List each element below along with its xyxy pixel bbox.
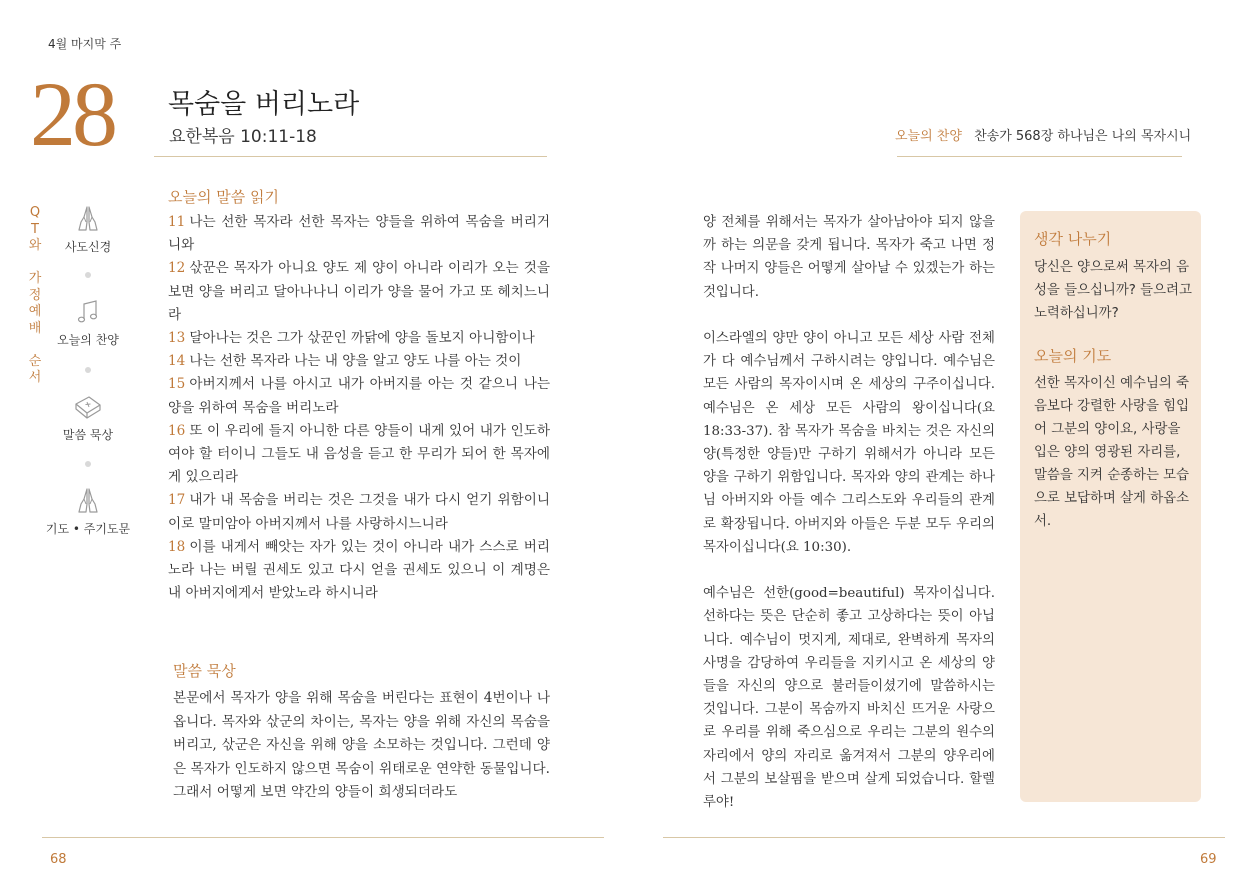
verse: 11 나는 선한 목자라 선한 목자는 양들을 위하여 목숨을 버리거니와 bbox=[168, 214, 550, 254]
verse: 12 삯꾼은 목자가 아니요 양도 제 양이 아니라 이리가 오는 것을 보면 양을 버리고 달아나나니 이리가 양을 물어 가고 또 헤치느니라 bbox=[168, 260, 550, 323]
verse: 18 이를 내게서 빼앗는 자가 있는 것이 아니라 내가 스스로 버리노라 나는 버릴 권세도 있고 다시 얻을 권세도 있으니 이 계명은 내 아버지에게서 받았노라 하시니라 bbox=[168, 538, 550, 602]
order-dot bbox=[85, 461, 91, 467]
reading-heading: 오늘의 말씀 읽기 bbox=[168, 188, 279, 206]
week-label: 4월 마지막 주 bbox=[48, 37, 122, 51]
scripture-reading bbox=[168, 211, 550, 605]
title-divider bbox=[154, 156, 547, 157]
meditation-text: 본문에서 목자가 양을 위해 목숨을 버린다는 표현이 4번이나 나옵니다. 목자와 삯군의 차이는, 목자는 양을 위해 자신의 목숨을 버리고, 삯군은 자신을 위해 양을 소모하는 것입니다. 그런데 양은 목자가 인도하지 않으면 목숨이 위태로운 연약한 동물입니다. 그래서 어떻게 보면 약간의 양들이 희생되더라도 bbox=[173, 690, 550, 800]
qt-worship-order-label: Q T 와 가 정 예 배 순 서 bbox=[28, 205, 42, 385]
prayer-text: 선한 목자이신 예수님의 죽음보다 강렬한 사랑을 힘입어 그분의 양이요, 사랑을 입은 양의 영광된 자리를, 말씀을 지켜 순종하는 모습으로 보답하며 살게 하옵소서. bbox=[1034, 376, 1190, 529]
order-item-todays-hymn bbox=[38, 297, 138, 348]
verse: 15 아버지께서 나를 아시고 내가 아버지를 아는 것 같으니 나는 양을 위하여 목숨을 버리노라 bbox=[168, 376, 550, 416]
reflection-sidebar bbox=[1020, 211, 1201, 802]
share-text: 당신은 양으로써 목자의 음성을 들으십니까? 들으려고 노력하십니까? bbox=[1034, 260, 1192, 321]
order-dot bbox=[85, 272, 91, 278]
share-heading: 생각 나누기 bbox=[1034, 230, 1112, 248]
hymn-divider bbox=[897, 156, 1182, 157]
commentary-paragraph: 이스라엘의 양만 양이 아니고 모든 세상 사람 전체가 다 예수님께서 구하시려는 양입니다. 예수님은 모든 사람의 목자이시며 온 세상의 구주이십니다. 예수님은 온 세상 모든 사람의 왕이십니다(요 18:33-37). 참 목자가 목숨을 바치는 것은 자신의 양(특정한 양들)만 구하기 위해서가 아니라 모든 양을 구하기 위함입니다. 목자와 양의 관계는 하나님 아버지와 아들 예수 그리스도와 우리들의 관계로 확장됩니다. 아버지와 아들은 두분 모두 우리의 목자이십니다(요 10:30). bbox=[703, 331, 995, 555]
page-title: 목숨을 버리노라 bbox=[168, 89, 360, 120]
order-item-apostles-creed bbox=[38, 204, 138, 255]
commentary-paragraph: 예수님은 선한(good=beautiful) 목자이십니다. 선하다는 뜻은 단순히 좋고 고상하다는 뜻이 아닙니다. 예수님이 멋지게, 제대로, 완벽하게 목자의 사명을 감당하여 우리들을 지키시고 온 세상의 양들을 자신의 양으로 불러들이셨기에 말씀하시는 것입니다. 그분이 목숨까지 바치신 뜨거운 사랑으로 우리를 위해 죽으심으로 우리는 그분의 원수의 자리에서 양의 자리로 옮겨져서 그분의 양우리에서 그분의 보살핌을 받으며 살게 되었습니다. 할렐루야! bbox=[703, 586, 995, 811]
praying-hands-icon bbox=[73, 486, 103, 516]
order-item-prayer bbox=[38, 486, 138, 537]
hymn-label: 오늘의 찬양 bbox=[895, 129, 962, 144]
hymn-line bbox=[895, 125, 1191, 144]
commentary-paragraph: 양 전체를 위해서는 목자가 살아남아야 되지 않을까 하는 의문을 갖게 됩니다. 목자가 죽고 나면 정작 나머지 양들은 어떻게 살아날 수 있겠는가 하는 것입니다. bbox=[703, 215, 995, 300]
order-dot bbox=[85, 367, 91, 373]
order-item-label: 사도신경 bbox=[64, 240, 112, 254]
page-number-left: 68 bbox=[50, 852, 67, 867]
verse: 17 내가 내 목숨을 버리는 것은 그것을 내가 다시 얻기 위함이니 이로 말미암아 아버지께서 나를 사랑하시느니라 bbox=[168, 492, 550, 532]
footer-divider-left bbox=[42, 837, 604, 838]
scripture-reference: 요한복음 10:11-18 bbox=[169, 127, 317, 147]
day-number: 28 bbox=[30, 63, 114, 165]
page-number-right: 69 bbox=[1200, 852, 1217, 867]
prayer-heading: 오늘의 기도 bbox=[1034, 347, 1112, 365]
order-item-meditation bbox=[38, 392, 138, 443]
bible-icon bbox=[72, 392, 104, 422]
hymn-text: 찬송가 568장 하나님은 나의 목자시니 bbox=[974, 129, 1192, 144]
verse: 13 달아나는 것은 그가 삯꾼인 까닭에 양을 돌보지 아니함이나 bbox=[168, 330, 535, 347]
footer-divider-right bbox=[663, 837, 1225, 838]
praying-hands-icon bbox=[73, 204, 103, 234]
verse: 16 또 이 우리에 들지 아니한 다른 양들이 내게 있어 내가 인도하여야 할 터이니 그들도 내 음성을 듣고 한 무리가 되어 한 목자에게 있으리라 bbox=[168, 422, 550, 486]
verse: 14 나는 선한 목자라 나는 내 양을 알고 양도 나를 아는 것이 bbox=[168, 353, 522, 370]
meditation-heading: 말씀 묵상 bbox=[173, 662, 236, 680]
commentary-text bbox=[703, 211, 995, 837]
order-item-label: 말씀 묵상 bbox=[62, 428, 114, 442]
music-note-icon bbox=[73, 297, 103, 327]
order-item-label: 기도 • 주기도문 bbox=[45, 522, 131, 536]
order-item-label: 오늘의 찬양 bbox=[57, 333, 119, 347]
